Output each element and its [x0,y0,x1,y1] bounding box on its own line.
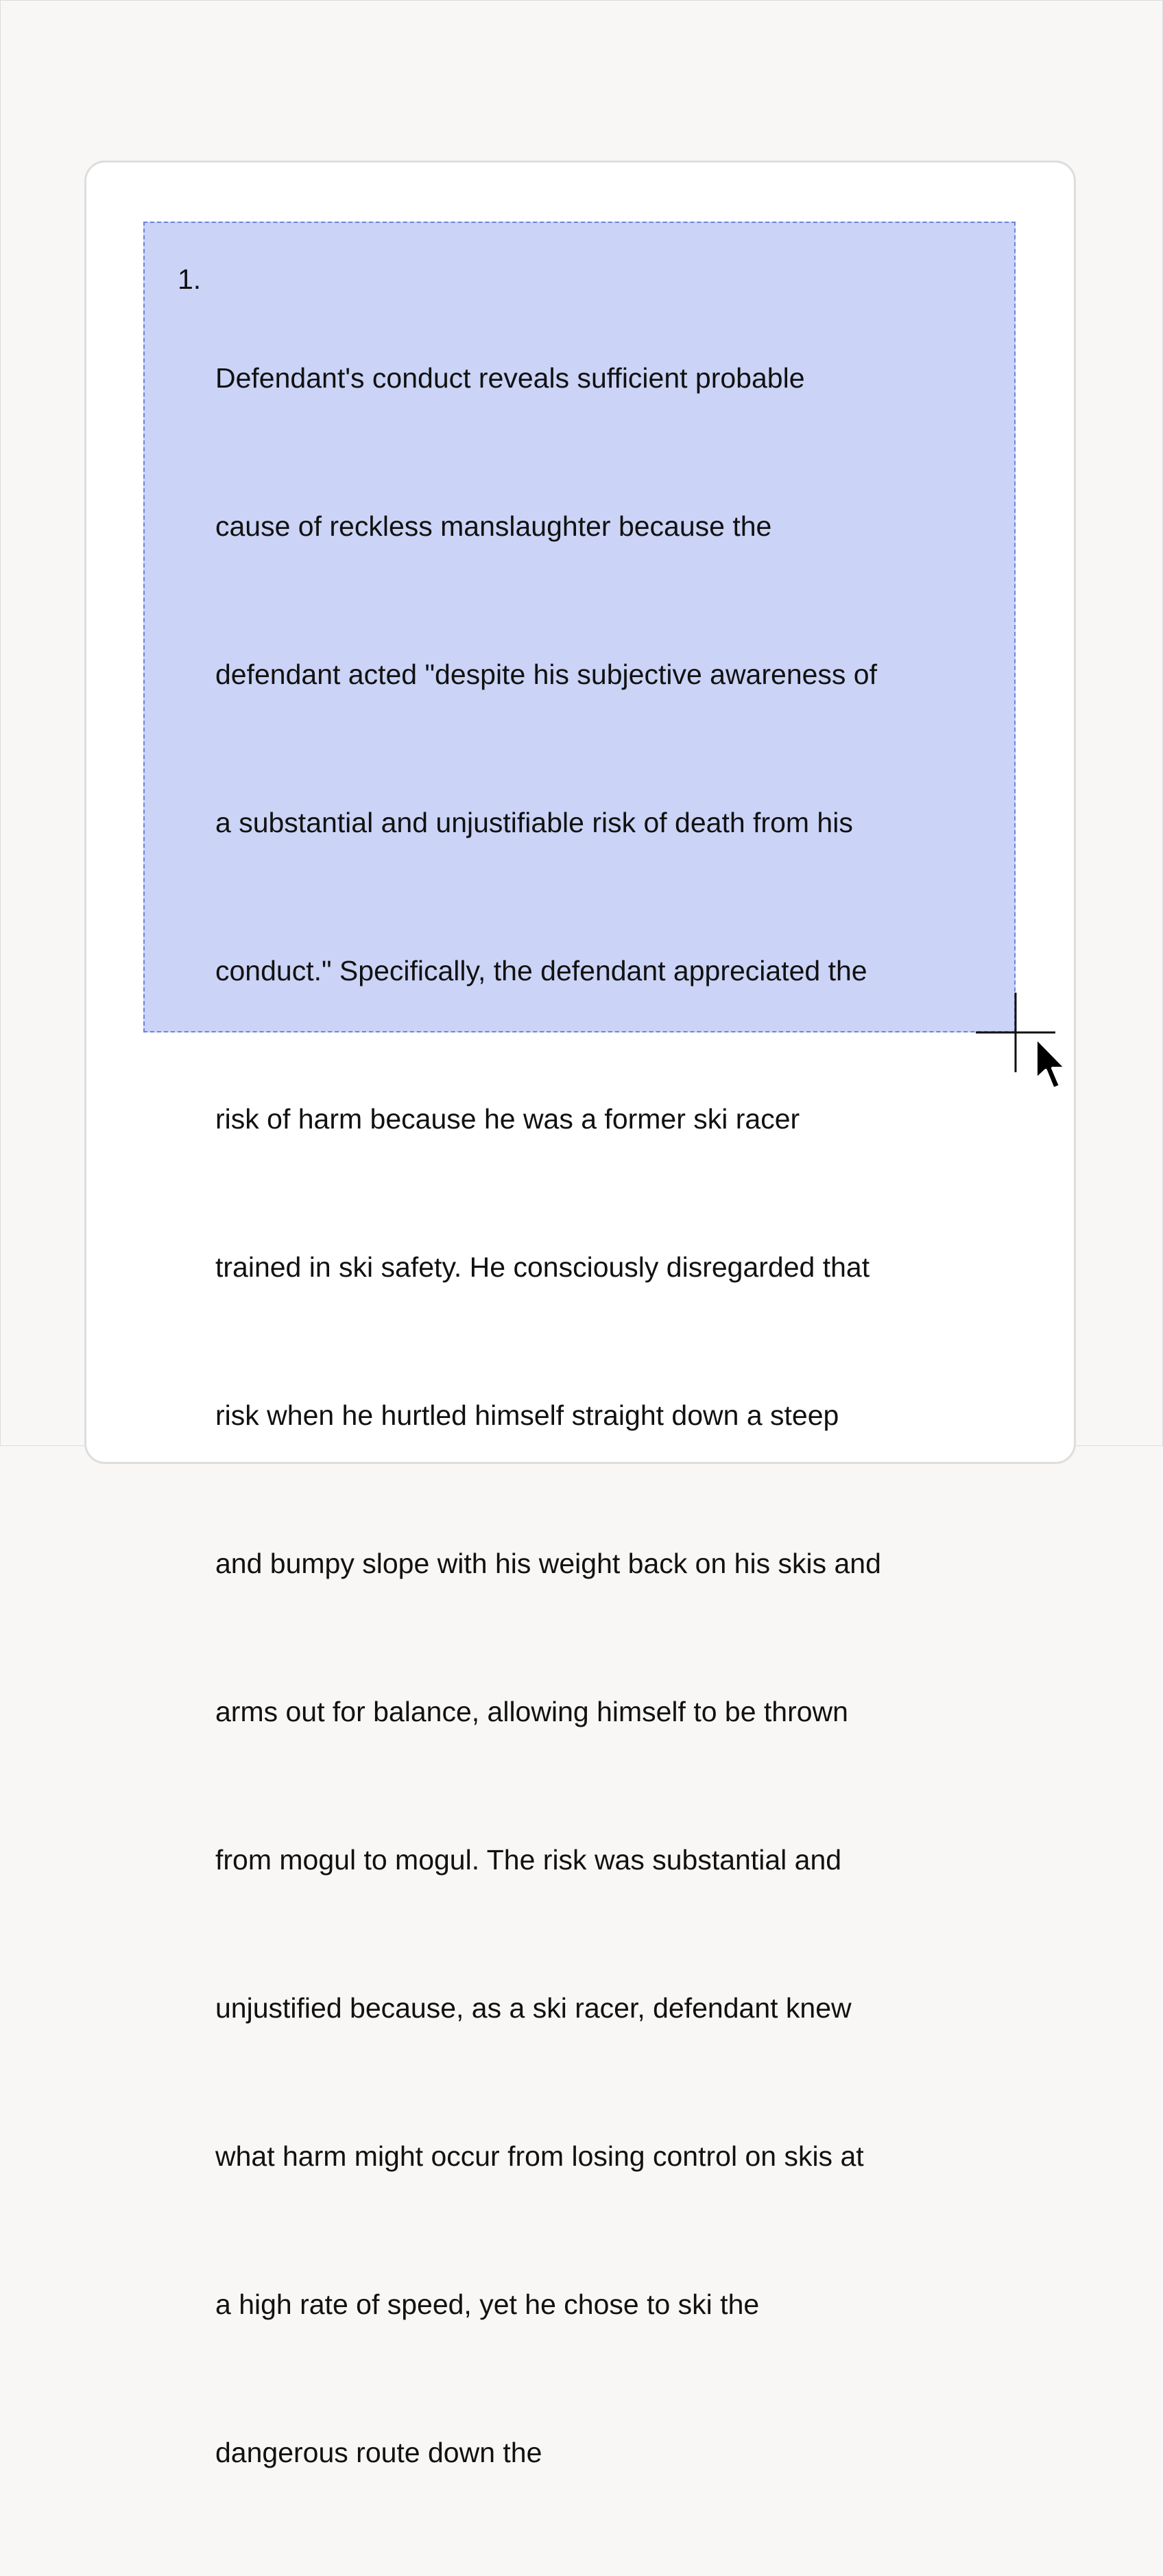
text-line: a high rate of speed, yet he chose to ski the [215,2289,760,2320]
text-line: trained in ski safety. He consciously disregarded that [215,1251,870,1283]
text-line: from mogul to mogul. The risk was substantial and [215,1844,842,1876]
mouse-pointer-icon [1033,1037,1072,1093]
text-line: defendant acted "despite his subjective awareness of [215,659,878,690]
text-line: risk when he hurtled himself straight down a steep [215,1399,839,1431]
text-line: unjustified because, as a ski racer, defendant knew [215,1992,852,2024]
list-item-text[interactable] [215,255,994,2576]
text-line: conduct." Specifically, the defendant appreciated the [215,955,867,986]
text-line: and bumpy slope with his weight back on his skis and [215,1548,881,1579]
text-line: cause of reckless manslaughter because the [215,510,772,542]
text-line: dangerous route down the [215,2437,542,2468]
text-line: Defendant's conduct reveals sufficient probable [215,362,805,394]
text-line: a substantial and unjustifiable risk of death from his [215,807,853,838]
text-line: what harm might occur from losing control on skis at [215,2140,864,2172]
list-item-number: 1. [178,263,202,295]
list-item[interactable] [178,255,994,2576]
text-line: risk of harm because he was a former ski racer [215,1103,800,1135]
text-line: arms out for balance, allowing himself to be thrown [215,1696,848,1727]
